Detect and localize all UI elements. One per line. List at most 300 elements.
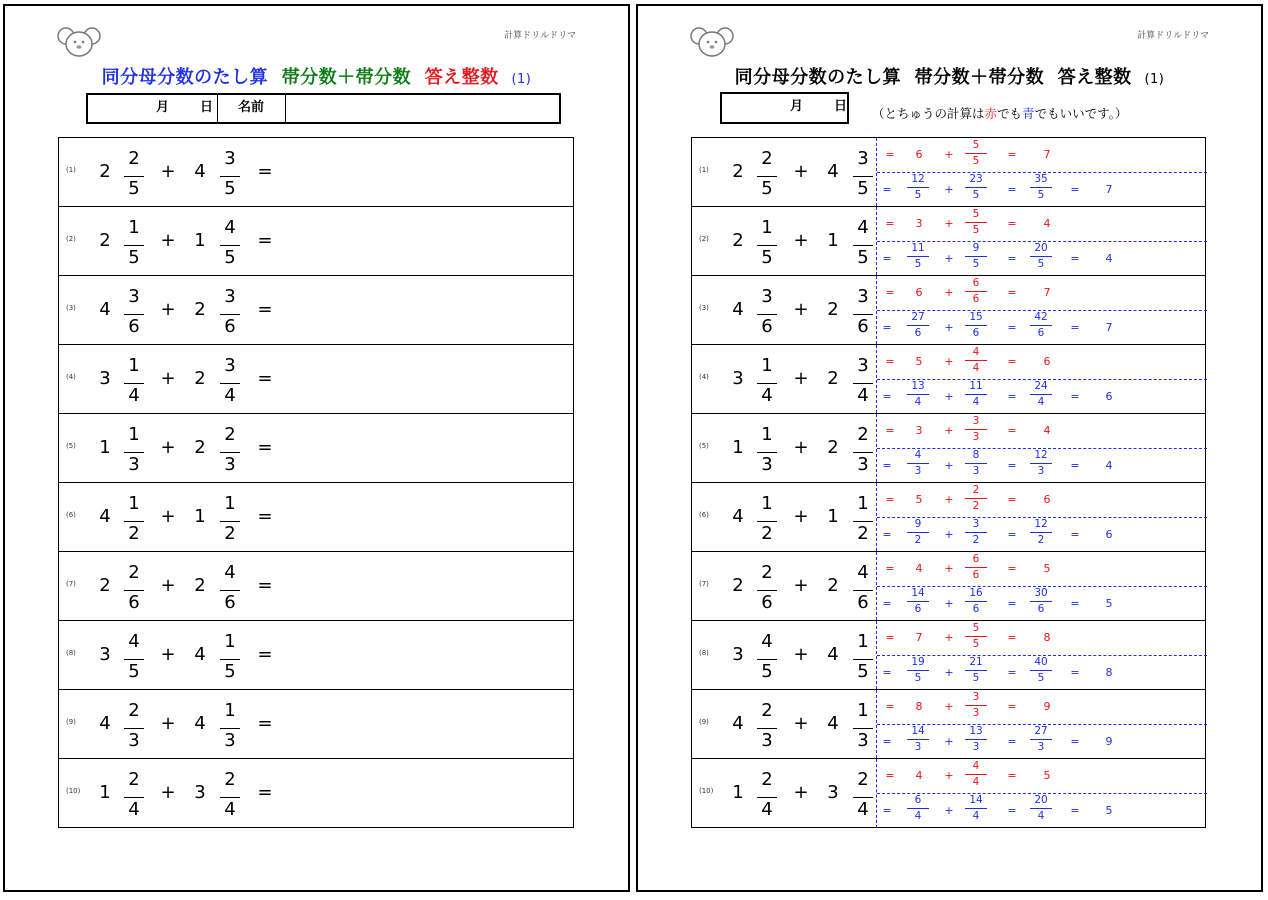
numerator: 3 xyxy=(128,286,140,307)
numerator: 9 xyxy=(972,242,980,254)
fraction-bar xyxy=(757,176,777,177)
whole-number-2: 3 xyxy=(827,782,839,803)
whole-number-1: 2 xyxy=(99,161,111,182)
numerator: 1 xyxy=(857,700,869,721)
numerator: 4 xyxy=(857,562,869,583)
fraction-bar xyxy=(965,774,987,775)
work-line-blue xyxy=(877,448,1207,482)
fraction-sum xyxy=(963,276,989,310)
whole-number-2: 2 xyxy=(194,299,206,320)
whole-result: 7 xyxy=(1043,286,1051,299)
answer-table xyxy=(691,137,1206,828)
numerator: 4 xyxy=(128,631,140,652)
fraction-1 xyxy=(122,696,146,754)
plus-sign: + xyxy=(793,575,809,596)
fraction-bar xyxy=(124,383,144,384)
whole-number-1: 4 xyxy=(732,299,744,320)
fraction-bar xyxy=(965,360,987,361)
fraction-1 xyxy=(755,627,779,685)
whole-number-2: 1 xyxy=(194,506,206,527)
denominator: 6 xyxy=(761,592,773,613)
work-line-red xyxy=(877,690,1207,724)
final-answer: 7 xyxy=(1105,183,1113,196)
whole-result: 6 xyxy=(1043,355,1051,368)
problem-number: (8) xyxy=(699,649,709,657)
whole-sum: 3 xyxy=(915,217,923,230)
title-number: (1) xyxy=(1144,72,1165,87)
whole-number-2: 4 xyxy=(194,644,206,665)
whole-result: 9 xyxy=(1043,700,1051,713)
numerator: 3 xyxy=(972,415,980,427)
plus-sign: + xyxy=(160,575,176,596)
numerator: 1 xyxy=(128,424,140,445)
problem-row xyxy=(59,276,573,345)
improper-fraction-1 xyxy=(905,655,931,689)
fraction-bar xyxy=(907,256,929,257)
fraction-bar xyxy=(124,659,144,660)
answer-title xyxy=(638,63,1261,89)
fraction-1 xyxy=(122,765,146,823)
equals-sign: = xyxy=(1007,597,1017,610)
fraction-bar xyxy=(1030,394,1052,395)
equals-sign: = xyxy=(882,321,892,334)
fraction-1 xyxy=(122,282,146,340)
numerator: 11 xyxy=(969,380,983,392)
equals-sign: = xyxy=(885,286,895,299)
problem-row xyxy=(59,690,573,759)
fraction-2 xyxy=(218,627,242,685)
fraction-2 xyxy=(851,696,875,754)
improper-fraction-sum xyxy=(1028,379,1054,413)
fraction-bar xyxy=(965,187,987,188)
improper-fraction-2 xyxy=(963,379,989,413)
denominator: 5 xyxy=(128,178,140,199)
whole-number-1: 2 xyxy=(732,230,744,251)
denominator: 5 xyxy=(857,661,869,682)
improper-fraction-1 xyxy=(905,379,931,413)
whole-number-1: 4 xyxy=(732,506,744,527)
fraction-bar xyxy=(965,463,987,464)
day-label: 日 xyxy=(200,100,214,115)
fraction-bar xyxy=(220,245,240,246)
worksheet-title xyxy=(5,63,628,89)
fraction-bar xyxy=(757,245,777,246)
final-answer: 4 xyxy=(1105,459,1113,472)
denominator: 6 xyxy=(972,603,980,615)
denominator: 6 xyxy=(972,327,980,339)
equals-sign: = xyxy=(1007,459,1017,472)
plus-sign: + xyxy=(160,230,176,251)
fraction-bar xyxy=(907,325,929,326)
whole-number-1: 1 xyxy=(99,437,111,458)
denominator: 3 xyxy=(761,454,773,475)
denominator: 3 xyxy=(128,454,140,475)
denominator: 5 xyxy=(761,178,773,199)
name-field-divider xyxy=(285,95,286,122)
whole-sum: 6 xyxy=(915,286,923,299)
whole-number-2: 2 xyxy=(194,437,206,458)
fraction-bar xyxy=(965,325,987,326)
fraction-bar xyxy=(1030,256,1052,257)
fraction-bar xyxy=(757,590,777,591)
denominator: 4 xyxy=(972,396,980,408)
denominator: 4 xyxy=(972,362,980,374)
whole-number-1: 4 xyxy=(732,713,744,734)
plus-sign: + xyxy=(944,804,954,817)
equals-sign: = xyxy=(1007,769,1017,782)
fraction-bar xyxy=(124,797,144,798)
whole-number-1: 2 xyxy=(732,161,744,182)
numerator: 20 xyxy=(1034,794,1048,806)
fraction-bar xyxy=(1030,532,1052,533)
whole-result: 5 xyxy=(1043,769,1051,782)
numerator: 11 xyxy=(911,242,925,254)
equals-sign: = xyxy=(882,390,892,403)
equals-sign: = xyxy=(257,437,273,458)
improper-fraction-2 xyxy=(963,655,989,689)
fraction-1 xyxy=(122,420,146,478)
whole-number-2: 3 xyxy=(194,782,206,803)
equals-sign: = xyxy=(1070,735,1080,748)
denominator: 6 xyxy=(972,293,980,305)
plus-sign: + xyxy=(793,644,809,665)
answer-row xyxy=(692,483,1205,552)
denominator: 6 xyxy=(972,569,980,581)
problem-row xyxy=(59,483,573,552)
problem-number: (5) xyxy=(66,442,76,450)
equals-sign: = xyxy=(885,355,895,368)
problem-number: (10) xyxy=(699,787,714,795)
fraction-2 xyxy=(851,627,875,685)
improper-fraction-2 xyxy=(963,517,989,551)
plus-sign: + xyxy=(944,666,954,679)
fraction-bar xyxy=(965,153,987,154)
denominator: 5 xyxy=(224,247,236,268)
denominator: 6 xyxy=(224,316,236,337)
denominator: 3 xyxy=(914,465,922,477)
title-part-topic: 同分母分数のたし算 xyxy=(734,67,902,88)
numerator: 13 xyxy=(969,725,983,737)
improper-fraction-1 xyxy=(905,517,931,551)
numerator: 42 xyxy=(1034,311,1048,323)
numerator: 3 xyxy=(972,518,980,530)
plus-sign: + xyxy=(944,562,954,575)
work-area xyxy=(877,552,1207,621)
whole-number-1: 3 xyxy=(99,644,111,665)
fraction-2 xyxy=(851,282,875,340)
improper-fraction-2 xyxy=(963,448,989,482)
equals-sign: = xyxy=(1007,562,1017,575)
denominator: 4 xyxy=(914,810,922,822)
equals-sign: = xyxy=(257,230,273,251)
numerator: 1 xyxy=(128,493,140,514)
fraction-bar xyxy=(1030,463,1052,464)
whole-number-1: 4 xyxy=(99,713,111,734)
denominator: 3 xyxy=(857,454,869,475)
denominator: 5 xyxy=(761,247,773,268)
improper-fraction-1 xyxy=(905,724,931,758)
problem-number: (6) xyxy=(66,511,76,519)
equals-sign: = xyxy=(257,506,273,527)
work-line-red xyxy=(877,483,1207,517)
fraction-2 xyxy=(218,489,242,547)
fraction-bar xyxy=(1030,601,1052,602)
work-line-blue xyxy=(877,172,1207,206)
equals-sign: = xyxy=(257,575,273,596)
work-line-blue xyxy=(877,724,1207,758)
fraction-sum xyxy=(963,690,989,724)
denominator: 2 xyxy=(224,523,236,544)
final-answer: 7 xyxy=(1105,321,1113,334)
numerator: 6 xyxy=(972,277,980,289)
numerator: 14 xyxy=(969,794,983,806)
plus-sign: + xyxy=(944,355,954,368)
whole-number-1: 3 xyxy=(732,644,744,665)
numerator: 3 xyxy=(857,355,869,376)
fraction-bar xyxy=(853,245,873,246)
fraction-bar xyxy=(124,176,144,177)
denominator: 4 xyxy=(972,810,980,822)
denominator: 5 xyxy=(972,638,980,650)
whole-sum: 7 xyxy=(915,631,923,644)
problem-number: (2) xyxy=(699,235,709,243)
fraction-bar xyxy=(124,245,144,246)
numerator: 2 xyxy=(128,562,140,583)
improper-fraction-sum xyxy=(1028,655,1054,689)
equals-sign: = xyxy=(1007,148,1017,161)
fraction-sum xyxy=(963,207,989,241)
work-area xyxy=(877,276,1207,345)
numerator: 1 xyxy=(761,217,773,238)
numerator: 6 xyxy=(914,794,922,806)
plus-sign: + xyxy=(160,782,176,803)
equals-sign: = xyxy=(885,148,895,161)
improper-fraction-sum xyxy=(1028,172,1054,206)
plus-sign: + xyxy=(944,700,954,713)
numerator: 2 xyxy=(972,484,980,496)
answer-row xyxy=(692,138,1205,207)
whole-number-1: 3 xyxy=(732,368,744,389)
fraction-bar xyxy=(220,590,240,591)
work-area xyxy=(877,621,1207,690)
numerator: 13 xyxy=(911,380,925,392)
whole-result: 4 xyxy=(1043,217,1051,230)
denominator: 5 xyxy=(972,155,980,167)
equals-sign: = xyxy=(1007,735,1017,748)
problem-number: (4) xyxy=(699,373,709,381)
denominator: 5 xyxy=(761,661,773,682)
plus-sign: + xyxy=(160,713,176,734)
improper-fraction-sum xyxy=(1028,793,1054,827)
equals-sign: = xyxy=(882,183,892,196)
equals-sign: = xyxy=(885,769,895,782)
fraction-1 xyxy=(755,144,779,202)
problem-number: (7) xyxy=(699,580,709,588)
denominator: 3 xyxy=(972,707,980,719)
denominator: 4 xyxy=(761,799,773,820)
denominator: 2 xyxy=(972,500,980,512)
fraction-bar xyxy=(220,452,240,453)
denominator: 4 xyxy=(128,385,140,406)
numerator: 27 xyxy=(911,311,925,323)
equals-sign: = xyxy=(885,562,895,575)
fraction-1 xyxy=(755,558,779,616)
equals-sign: = xyxy=(257,368,273,389)
numerator: 2 xyxy=(761,700,773,721)
fraction-bar xyxy=(757,314,777,315)
whole-sum: 8 xyxy=(915,700,923,713)
fraction-2 xyxy=(851,765,875,823)
denominator: 5 xyxy=(1037,189,1045,201)
equals-sign: = xyxy=(1070,666,1080,679)
fraction-bar xyxy=(757,383,777,384)
improper-fraction-1 xyxy=(905,448,931,482)
work-line-red xyxy=(877,759,1207,793)
whole-sum: 4 xyxy=(915,562,923,575)
fraction-bar xyxy=(853,590,873,591)
numerator: 5 xyxy=(972,622,980,634)
whole-result: 4 xyxy=(1043,424,1051,437)
fraction-bar xyxy=(965,636,987,637)
work-area xyxy=(877,690,1207,759)
equals-sign: = xyxy=(1070,459,1080,472)
numerator: 3 xyxy=(224,148,236,169)
equals-sign: = xyxy=(1070,597,1080,610)
plus-sign: + xyxy=(944,183,954,196)
fraction-2 xyxy=(218,696,242,754)
fraction-bar xyxy=(853,383,873,384)
denominator: 6 xyxy=(128,316,140,337)
problem-number: (6) xyxy=(699,511,709,519)
plus-sign: + xyxy=(944,493,954,506)
equals-sign: = xyxy=(882,597,892,610)
denominator: 5 xyxy=(128,661,140,682)
answer-row xyxy=(692,759,1205,828)
fraction-bar xyxy=(907,187,929,188)
plus-sign: + xyxy=(793,437,809,458)
whole-number-1: 4 xyxy=(99,299,111,320)
fraction-1 xyxy=(755,213,779,271)
equals-sign: = xyxy=(885,217,895,230)
whole-number-2: 1 xyxy=(194,230,206,251)
work-line-blue xyxy=(877,310,1207,344)
numerator: 14 xyxy=(911,587,925,599)
work-note xyxy=(872,104,1127,122)
plus-sign: + xyxy=(793,713,809,734)
denominator: 5 xyxy=(914,189,922,201)
denominator: 2 xyxy=(914,534,922,546)
equals-sign: = xyxy=(1007,355,1017,368)
denominator: 4 xyxy=(1037,810,1045,822)
numerator: 4 xyxy=(857,217,869,238)
numerator: 16 xyxy=(969,587,983,599)
denominator: 6 xyxy=(761,316,773,337)
numerator: 2 xyxy=(761,769,773,790)
fraction-bar xyxy=(1030,739,1052,740)
fraction-bar xyxy=(907,532,929,533)
fraction-bar xyxy=(907,739,929,740)
equals-sign: = xyxy=(885,700,895,713)
plus-sign: + xyxy=(160,299,176,320)
fraction-1 xyxy=(122,351,146,409)
improper-fraction-2 xyxy=(963,172,989,206)
answer-row xyxy=(692,207,1205,276)
fraction-bar xyxy=(907,394,929,395)
numerator: 12 xyxy=(1034,518,1048,530)
problem-number: (3) xyxy=(66,304,76,312)
title-part-type: 帯分数＋帯分数 xyxy=(914,67,1045,88)
numerator: 3 xyxy=(224,355,236,376)
numerator: 23 xyxy=(969,173,983,185)
fraction-2 xyxy=(218,765,242,823)
plus-sign: + xyxy=(160,161,176,182)
denominator: 6 xyxy=(857,592,869,613)
fraction-bar xyxy=(965,705,987,706)
numerator: 4 xyxy=(972,760,980,772)
fraction-bar xyxy=(124,314,144,315)
fraction-1 xyxy=(755,765,779,823)
problem-number: (4) xyxy=(66,373,76,381)
equals-sign: = xyxy=(257,782,273,803)
numerator: 8 xyxy=(972,449,980,461)
work-line-red xyxy=(877,345,1207,379)
fraction-1 xyxy=(755,489,779,547)
numerator: 1 xyxy=(224,493,236,514)
equals-sign: = xyxy=(1007,217,1017,230)
whole-result: 8 xyxy=(1043,631,1051,644)
denominator: 2 xyxy=(128,523,140,544)
work-line-blue xyxy=(877,517,1207,551)
fraction-1 xyxy=(122,558,146,616)
equals-sign: = xyxy=(882,528,892,541)
numerator: 4 xyxy=(972,346,980,358)
denominator: 2 xyxy=(761,523,773,544)
answer-row xyxy=(692,690,1205,759)
mouse-face-logo-icon xyxy=(690,26,734,58)
work-area xyxy=(877,345,1207,414)
plus-sign: + xyxy=(793,161,809,182)
numerator: 4 xyxy=(761,631,773,652)
fraction-bar xyxy=(124,521,144,522)
work-line-blue xyxy=(877,793,1207,827)
fraction-bar xyxy=(965,808,987,809)
improper-fraction-sum xyxy=(1028,586,1054,620)
plus-sign: + xyxy=(944,217,954,230)
problem-number: (2) xyxy=(66,235,76,243)
fraction-bar xyxy=(965,739,987,740)
title-part-answer: 答え整数 xyxy=(1057,67,1132,88)
numerator: 1 xyxy=(761,493,773,514)
work-line-red xyxy=(877,414,1207,448)
work-line-blue xyxy=(877,655,1207,689)
whole-number-2: 2 xyxy=(194,575,206,596)
fraction-sum xyxy=(963,621,989,655)
fraction-bar xyxy=(757,797,777,798)
work-area xyxy=(877,759,1207,828)
whole-number-2: 4 xyxy=(194,713,206,734)
fraction-bar xyxy=(220,176,240,177)
fraction-sum xyxy=(963,759,989,793)
denominator: 5 xyxy=(1037,258,1045,270)
answer-row xyxy=(692,552,1205,621)
plus-sign: + xyxy=(160,644,176,665)
whole-number-2: 4 xyxy=(827,161,839,182)
numerator: 9 xyxy=(914,518,922,530)
denominator: 5 xyxy=(224,661,236,682)
whole-number-2: 2 xyxy=(194,368,206,389)
fraction-bar xyxy=(124,590,144,591)
numerator: 2 xyxy=(857,424,869,445)
